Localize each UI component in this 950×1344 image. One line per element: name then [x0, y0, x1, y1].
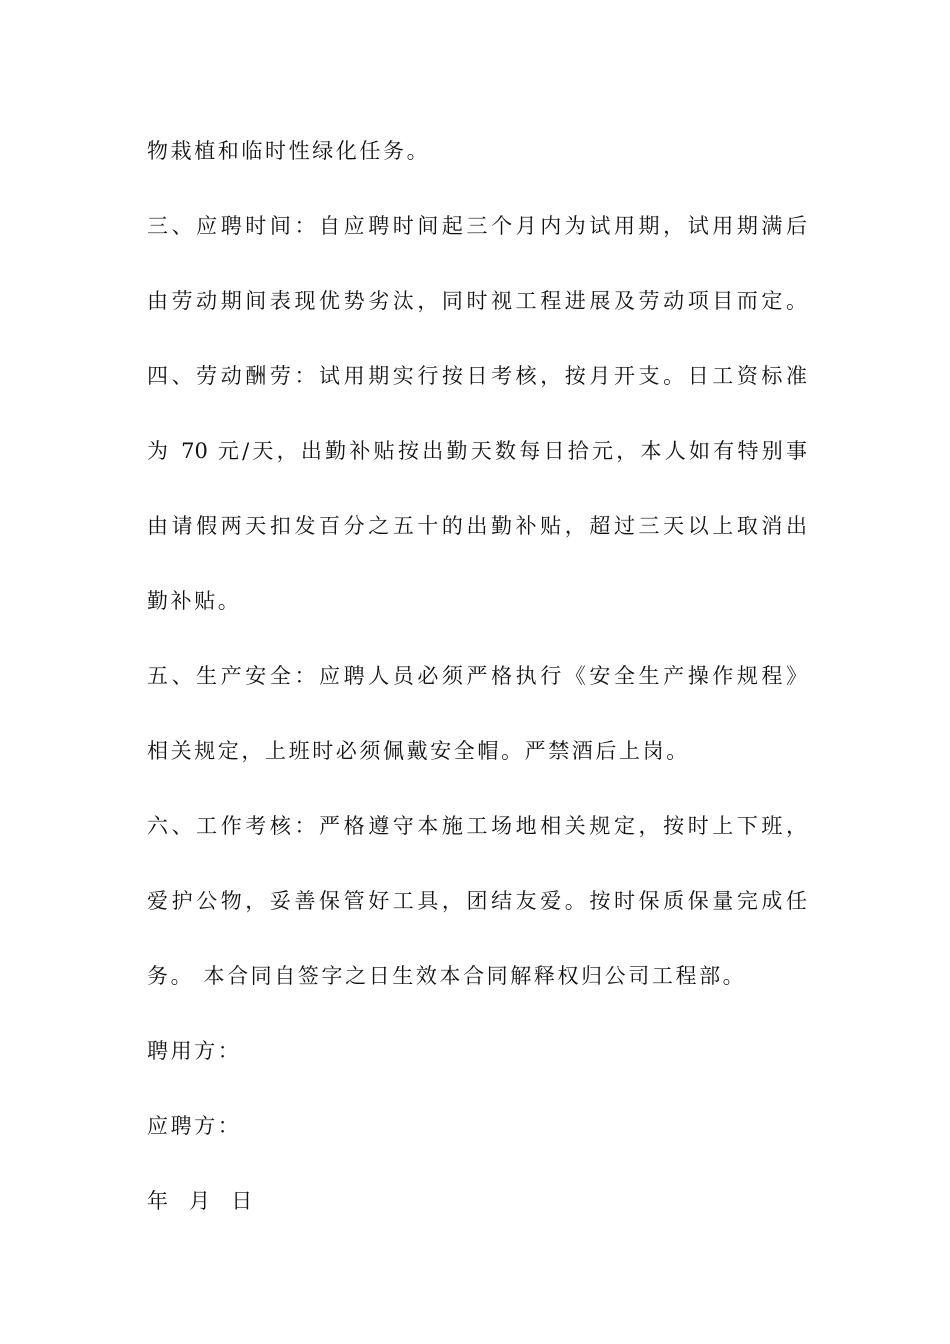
text-line: 爱护公物，妥善保管好工具，团结友爱。按时保质保量完成任 [147, 889, 807, 913]
text-line: 相关规定，上班时必须佩戴安全帽。严禁酒后上岗。 [147, 739, 690, 763]
text-line: 物栽植和临时性绿化任务。 [147, 139, 431, 163]
text-line: 四、劳动酬劳：试用期实行按日考核，按月开支。日工资标准 [147, 364, 807, 388]
employer-signature-label: 聘用方： [147, 1039, 242, 1063]
date-line: 年 月 日 [147, 1189, 255, 1213]
applicant-signature-label: 应聘方： [147, 1114, 242, 1138]
text-line: 由请假两天扣发百分之五十的出勤补贴，超过三天以上取消出 [147, 514, 807, 538]
text-line: 务。 本合同自签字之日生效本合同解释权归公司工程部。 [147, 964, 747, 988]
text-line: 六、工作考核：严格遵守本施工场地相关规定，按时上下班， [147, 814, 807, 838]
text-line: 勤补贴。 [147, 589, 242, 613]
text-line: 为 70 元/天，出勤补贴按出勤天数每日拾元，本人如有特别事 [147, 439, 807, 463]
text-line: 三、应聘时间：自应聘时间起三个月内为试用期，试用期满后 [147, 214, 807, 238]
text-line: 五、生产安全：应聘人员必须严格执行《安全生产操作规程》 [147, 664, 807, 688]
text-line: 由劳动期间表现优势劣汰，同时视工程进展及劳动项目而定。 [147, 289, 807, 313]
